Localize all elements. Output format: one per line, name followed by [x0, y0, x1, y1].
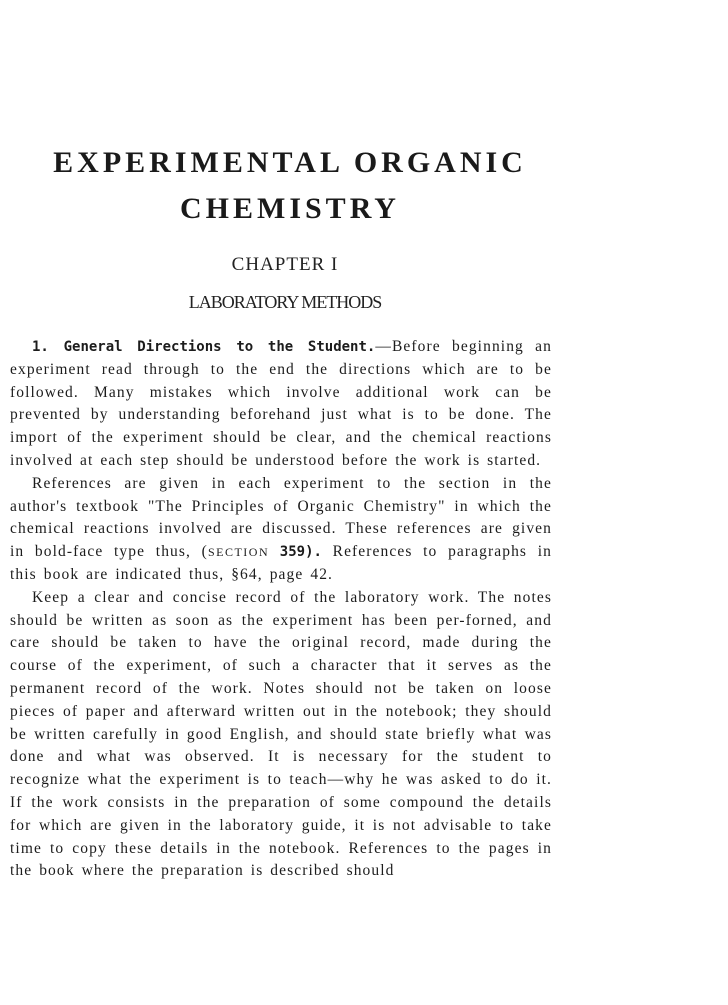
paragraph-text: —Before beginning an experiment read through to the end the directions which are to be followed. Many mistakes which involve additional work can be prevented by understanding beforehand just what is to be done. The import of the experiment should be clear, and the chemical reactions involved at each step should be understood before the work is started.	[10, 338, 552, 469]
paragraph-record-keeping	[10, 587, 552, 883]
body-text	[10, 336, 552, 883]
book-title-line-1: EXPERIMENTAL ORGANIC	[53, 146, 527, 179]
paragraph-text: References to paragraphs in this book are indicated thus, §64, page 42.	[10, 543, 553, 583]
paragraph-lead-heading: 1. General Directions to the Student.	[32, 339, 376, 355]
book-title-line-2: CHEMISTRY	[180, 192, 400, 225]
paragraph-general-directions	[10, 336, 552, 473]
chapter-heading: CHAPTER I	[231, 254, 339, 275]
section-number: 359).	[279, 544, 322, 561]
paragraph-text: Keep a clear and concise record of the laboratory work. The notes should be written as soon as the experiment has been per-forned, and care should be taken to have the original record, made during the course of the experiment, of such a character that it serves as the permanent record of the work. Notes should not be taken on loose pieces of paper and afterward written out in the notebook; they should be written carefully in good English, and should state briefly what was done and what was observed. It is necessary for the student to recognize what the experiment is to teach—why he was asked to do it. If the work consists in the preparation of some compound the details for which are given in the laboratory guide, it is not advisable to take time to copy these details in the notebook. References to the pages in the book where the preparation is described should	[10, 588, 552, 880]
section-heading: LABORATORY METHODS	[188, 292, 382, 312]
paragraph-text: References are given in each experiment to the section in the author's textbook "The Principles of Organic Chemistry" in which the chemical reactions involved are discussed. These references are given in bold-face type thus, (	[10, 474, 552, 561]
section-word: SECTION	[207, 545, 270, 560]
paragraph-references	[10, 473, 552, 587]
